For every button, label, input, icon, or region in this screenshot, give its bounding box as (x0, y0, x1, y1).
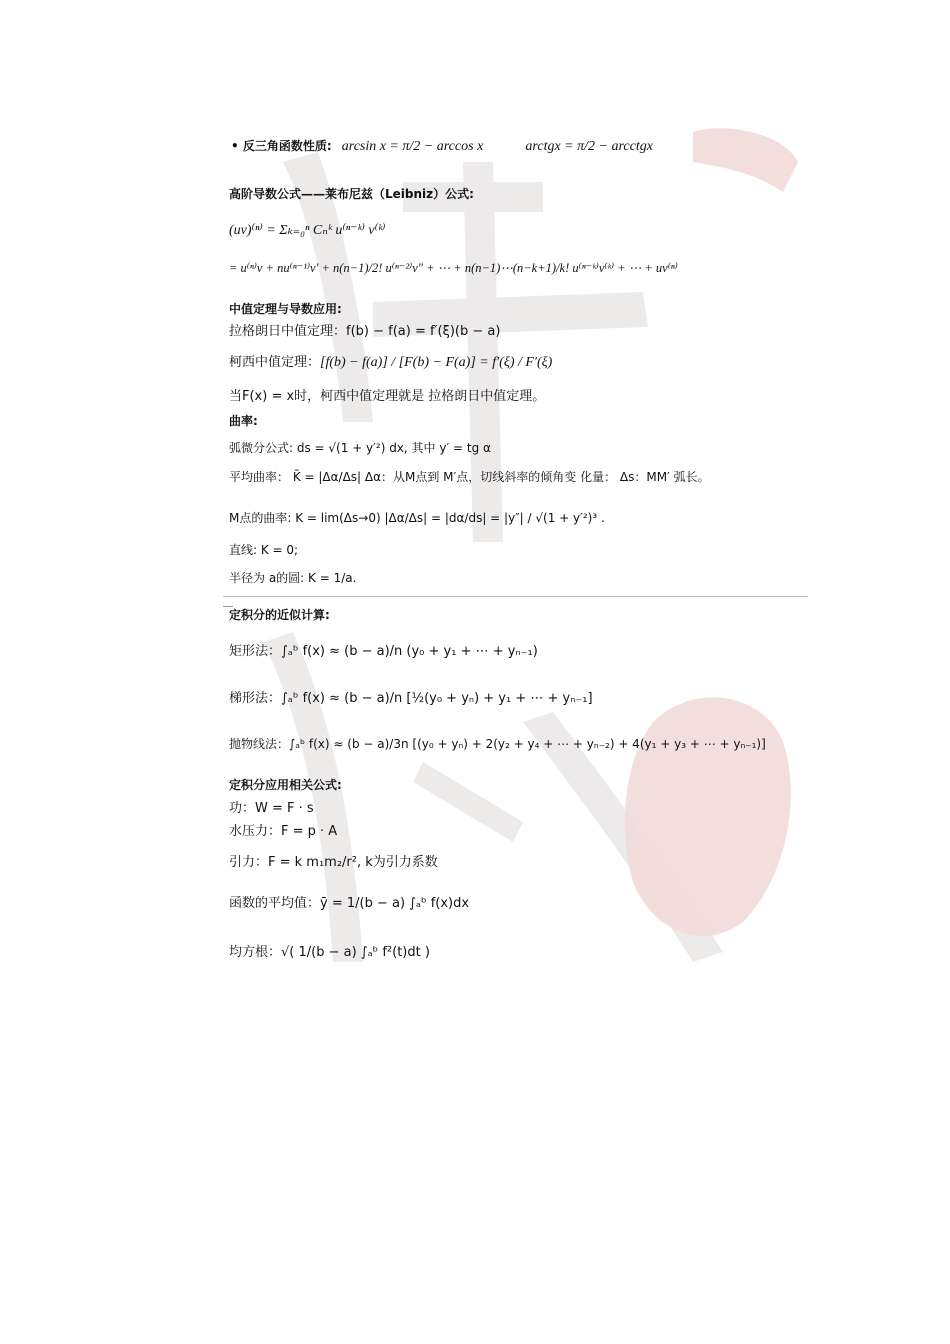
average-curvature: 平均曲率： K̄ = |Δα/Δs| Δα：从M点到 M′点，切线斜率的倾角变 化量： Δs：MM′ 弧长。 (229, 470, 710, 484)
mean-value-heading: 中值定理与导数应用: (229, 302, 342, 316)
point-curvature: M点的曲率: K = lim(Δs→0) |Δα/Δs| = |dα/ds| = |y″| / √(1 + y′²)³ . (229, 511, 605, 525)
cauchy-formula: [f(b) − f(a)] / [F(b) − F(a)] = f′(ξ) / F′(ξ) (320, 355, 553, 370)
formula-sheet (223, 122, 808, 984)
rms-formula: 均方根：√( 1/(b − a) ∫ₐᵇ f²(t)dt ) (229, 945, 430, 960)
approximation-heading: 定积分的近似计算: (229, 608, 330, 622)
divider-mark (223, 606, 233, 607)
water-pressure-formula: 水压力：F = p · A (229, 824, 338, 839)
gravitation-formula: 引力：F = k m₁m₂/r², k为引力系数 (229, 855, 438, 870)
lagrange-theorem: 拉格朗日中值定理：f(b) − f(a) = f′(ξ)(b − a) (229, 324, 501, 339)
cauchy-note: 当F(x) = x时，柯西中值定理就是 拉格朗日中值定理。 (229, 389, 546, 404)
line-curvature: 直线: K = 0; (229, 543, 299, 557)
arcsin-formula: arcsin x = π/2 − arccos x (341, 139, 484, 154)
function-mean-formula: 函数的平均值：ȳ = 1/(b − a) ∫ₐᵇ f(x)dx (229, 896, 470, 911)
arctg-formula: arctgx = π/2 − arcctgx (525, 139, 653, 154)
rectangle-rule: 矩形法：∫ₐᵇ f(x) ≈ (b − a)/n (y₀ + y₁ + ⋯ + yₙ₋₁) (229, 644, 538, 659)
cauchy-label: 柯西中值定理： (229, 355, 321, 370)
work-formula: 功：W = F · s (229, 801, 314, 816)
leibniz-formula-2: = u⁽ⁿ⁾v + nu⁽ⁿ⁻¹⁾v′ + n(n−1)/2! u⁽ⁿ⁻²⁾v″ + ⋯ + n(n−1)⋯(n−k+1)/k! u⁽ⁿ⁻ᵏ⁾v⁽ᵏ⁾ + ⋯ + uv⁽ⁿ⁾ (229, 261, 678, 275)
cauchy-theorem (229, 356, 552, 370)
section-divider (223, 596, 808, 597)
inverse-trig-line (231, 140, 653, 154)
arc-differential: 弧微分公式: ds = √(1 + y′²) dx, 其中 y′ = tg α (229, 441, 491, 455)
trapezoid-rule: 梯形法：∫ₐᵇ f(x) ≈ (b − a)/n [½(y₀ + yₙ) + y₁ + ⋯ + yₙ₋₁] (229, 691, 593, 706)
integral-applications-heading: 定积分应用相关公式: (229, 778, 342, 792)
simpson-rule: 抛物线法：∫ₐᵇ f(x) ≈ (b − a)/3n [(y₀ + yₙ) + 2(y₂ + y₄ + ⋯ + yₙ₋₂) + 4(y₁ + y₃ + ⋯ + yₙ₋₁)] (229, 737, 766, 751)
curvature-heading: 曲率: (229, 414, 258, 428)
bullet: • (231, 139, 239, 153)
leibniz-heading: 高阶导数公式——莱布尼兹（Leibniz）公式: (229, 187, 474, 201)
circle-curvature: 半径为 a的圆: K = 1/a. (229, 571, 357, 585)
inverse-trig-heading: 反三角函数性质: (242, 139, 332, 153)
leibniz-formula-1: (uv)⁽ⁿ⁾ = Σₖ₌₀ⁿ Cₙᵏ u⁽ⁿ⁻ᵏ⁾ v⁽ᵏ⁾ (229, 223, 386, 238)
